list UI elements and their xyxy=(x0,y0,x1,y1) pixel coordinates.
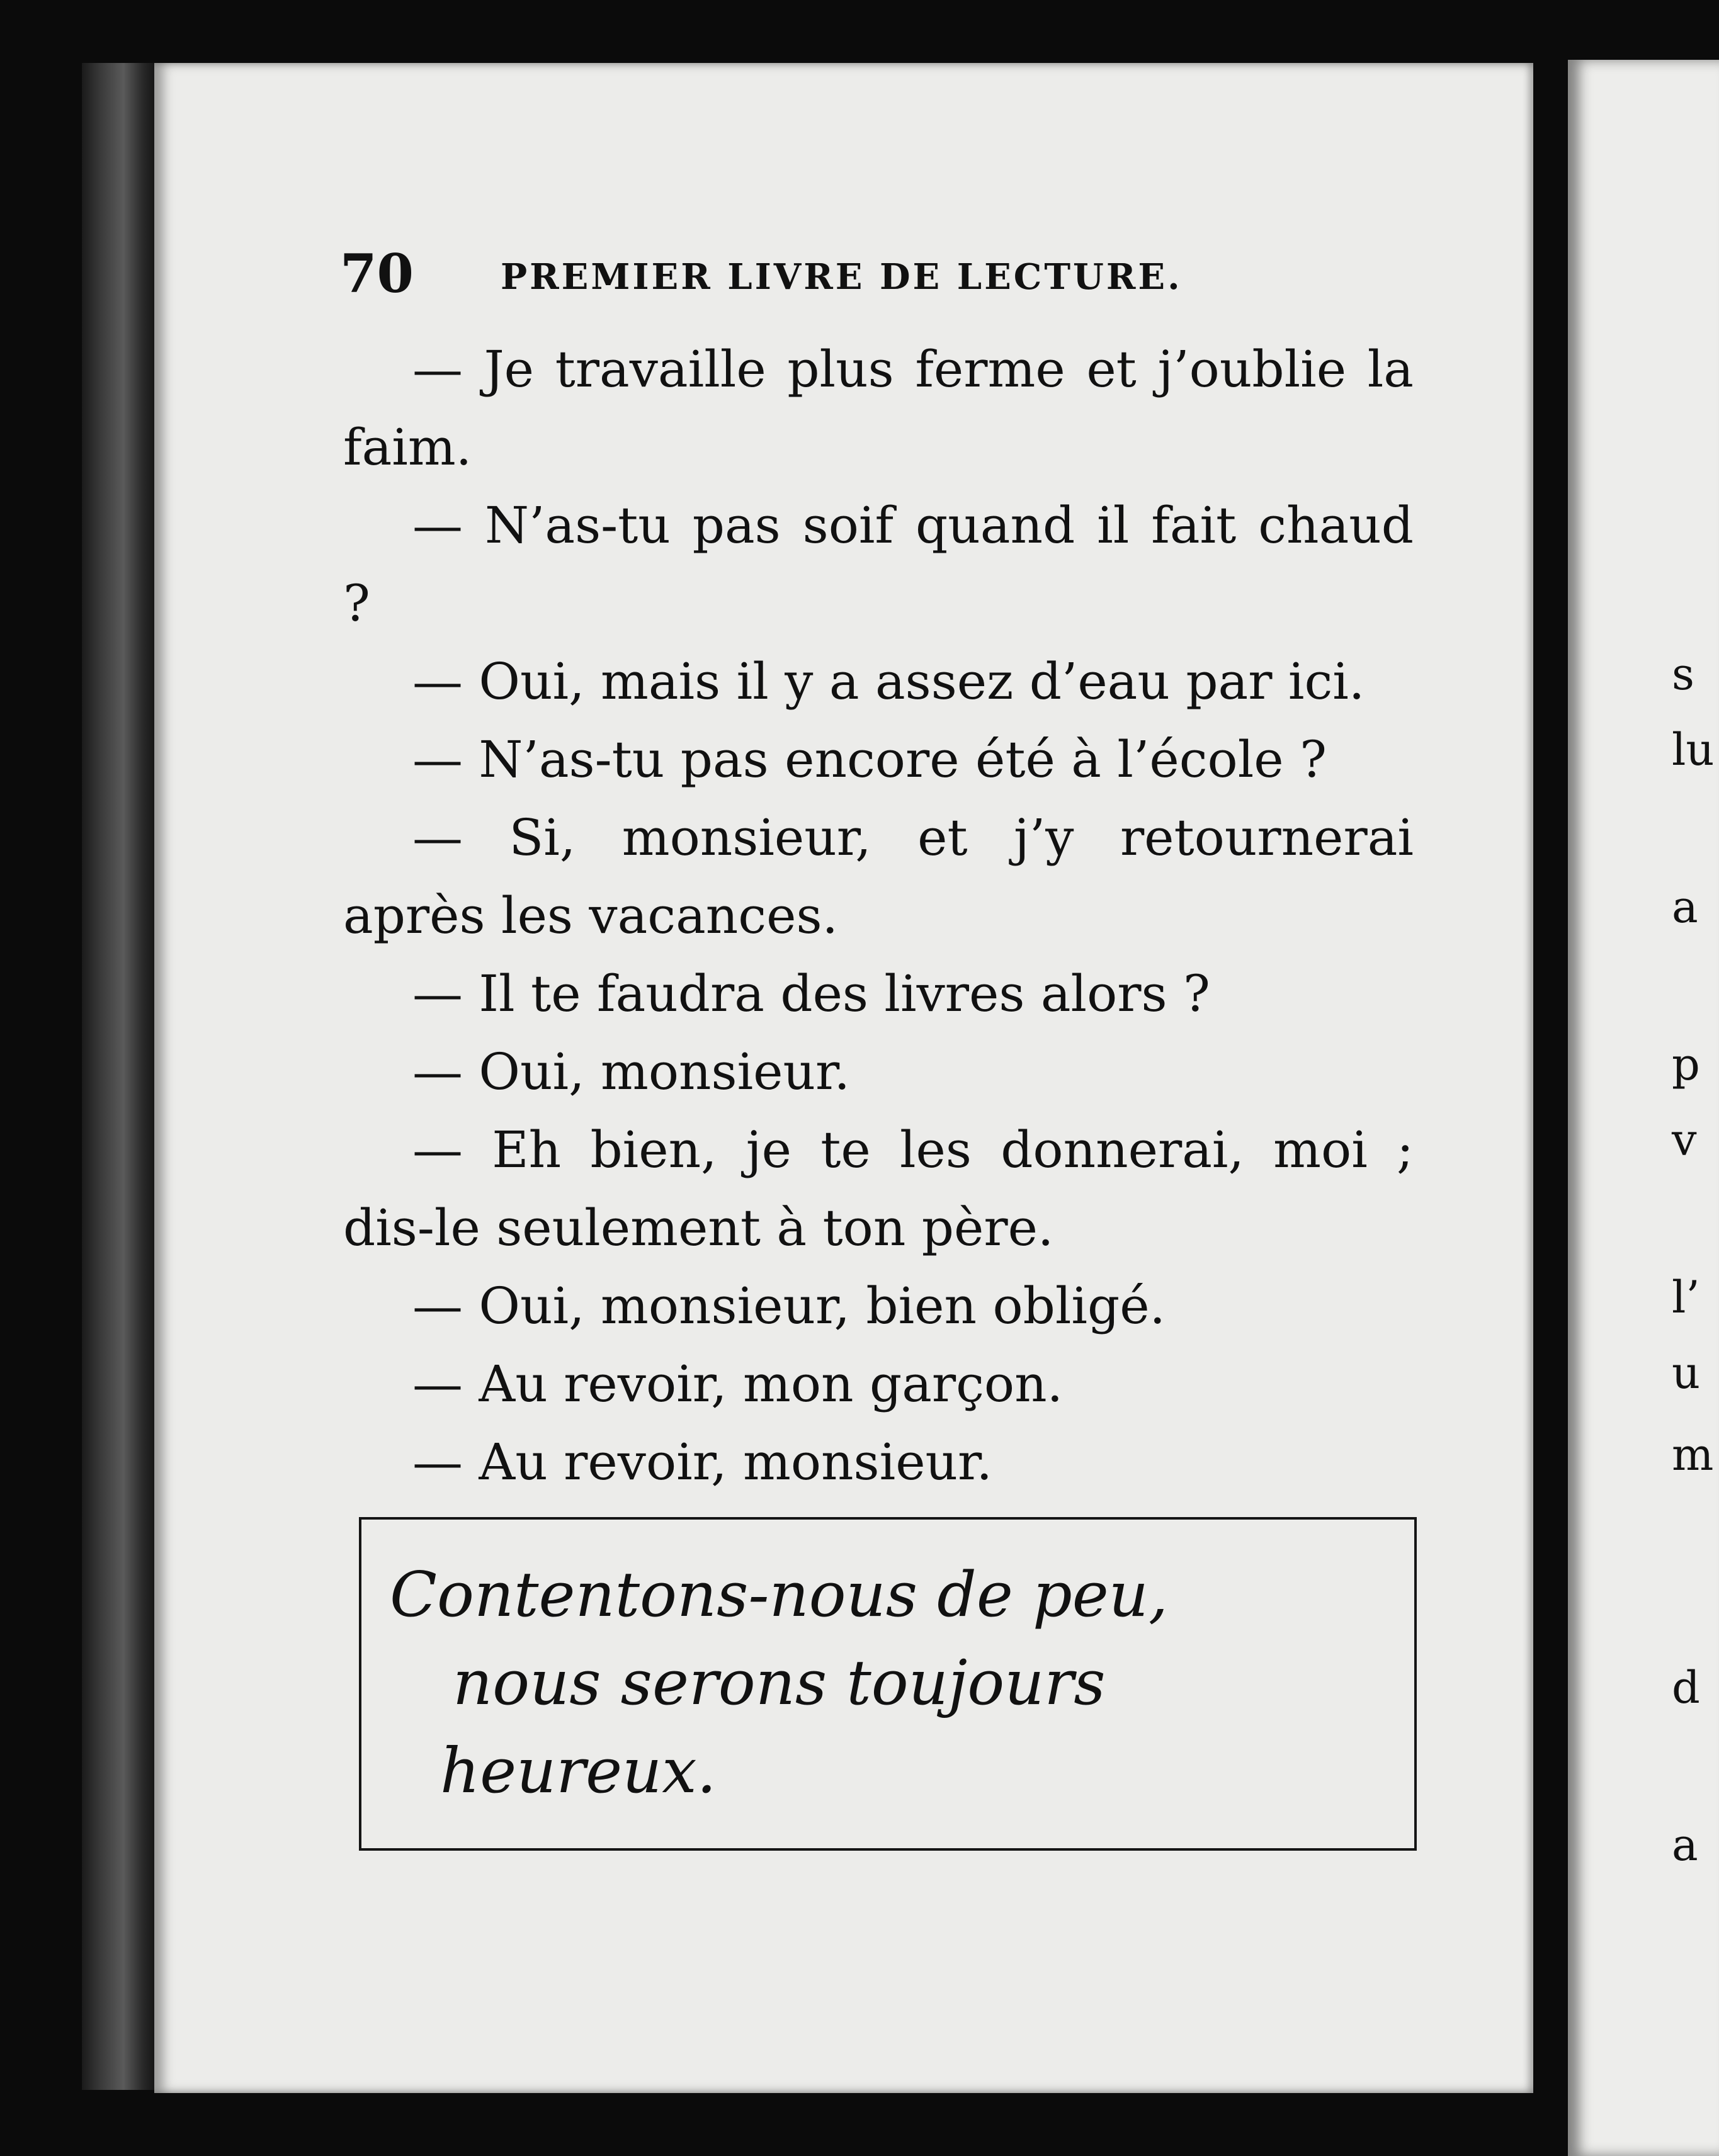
facing-letter: a xyxy=(1672,881,1698,933)
facing-letter: u xyxy=(1672,1347,1701,1399)
running-title: PREMIER LIVRE DE LECTURE. xyxy=(501,256,1183,298)
running-header xyxy=(340,242,1473,312)
facing-letter: d xyxy=(1672,1662,1700,1713)
paragraph: — Au revoir, mon garçon. xyxy=(412,1355,1064,1413)
paragraph: — N’as-tu pas encore été à l’école ? xyxy=(412,730,1327,789)
facing-letter: s xyxy=(1672,648,1694,700)
motto-line: heureux. xyxy=(440,1736,717,1807)
motto-box xyxy=(359,1517,1417,1851)
facing-letter: p xyxy=(1672,1039,1700,1090)
paragraph: — Je travaille plus ferme et j’oublie la faim. xyxy=(343,340,1414,477)
facing-letter: a xyxy=(1672,1819,1698,1871)
facing-letter: lu xyxy=(1672,724,1715,776)
dialogue-text xyxy=(343,330,1414,1501)
facing-letter: l’ xyxy=(1672,1272,1700,1323)
motto-line: Contentons-nous de peu, xyxy=(390,1559,1169,1631)
paragraph: — Oui, monsieur, bien obligé. xyxy=(412,1277,1166,1335)
paragraph: — Eh bien, je te les donnerai, moi ; dis-le seulement à ton père. xyxy=(343,1120,1414,1257)
paragraph: — Oui, monsieur. xyxy=(412,1042,850,1101)
paragraph: — Au revoir, monsieur. xyxy=(412,1433,992,1491)
motto-line: nous serons toujours xyxy=(453,1647,1106,1719)
facing-letter: v xyxy=(1672,1114,1697,1166)
paragraph: — N’as-tu pas soif quand il fait chaud ? xyxy=(343,496,1414,633)
paragraph: — Si, monsieur, et j’y retournerai après les vacances. xyxy=(343,808,1414,945)
book-spine-edge xyxy=(82,63,157,2090)
paragraph: — Oui, mais il y a assez d’eau par ici. xyxy=(412,652,1365,711)
paragraph: — Il te faudra des livres alors ? xyxy=(412,964,1210,1023)
page-number: 70 xyxy=(340,242,414,305)
facing-letter: m xyxy=(1672,1429,1714,1481)
handwritten-motto xyxy=(390,1551,1391,1815)
